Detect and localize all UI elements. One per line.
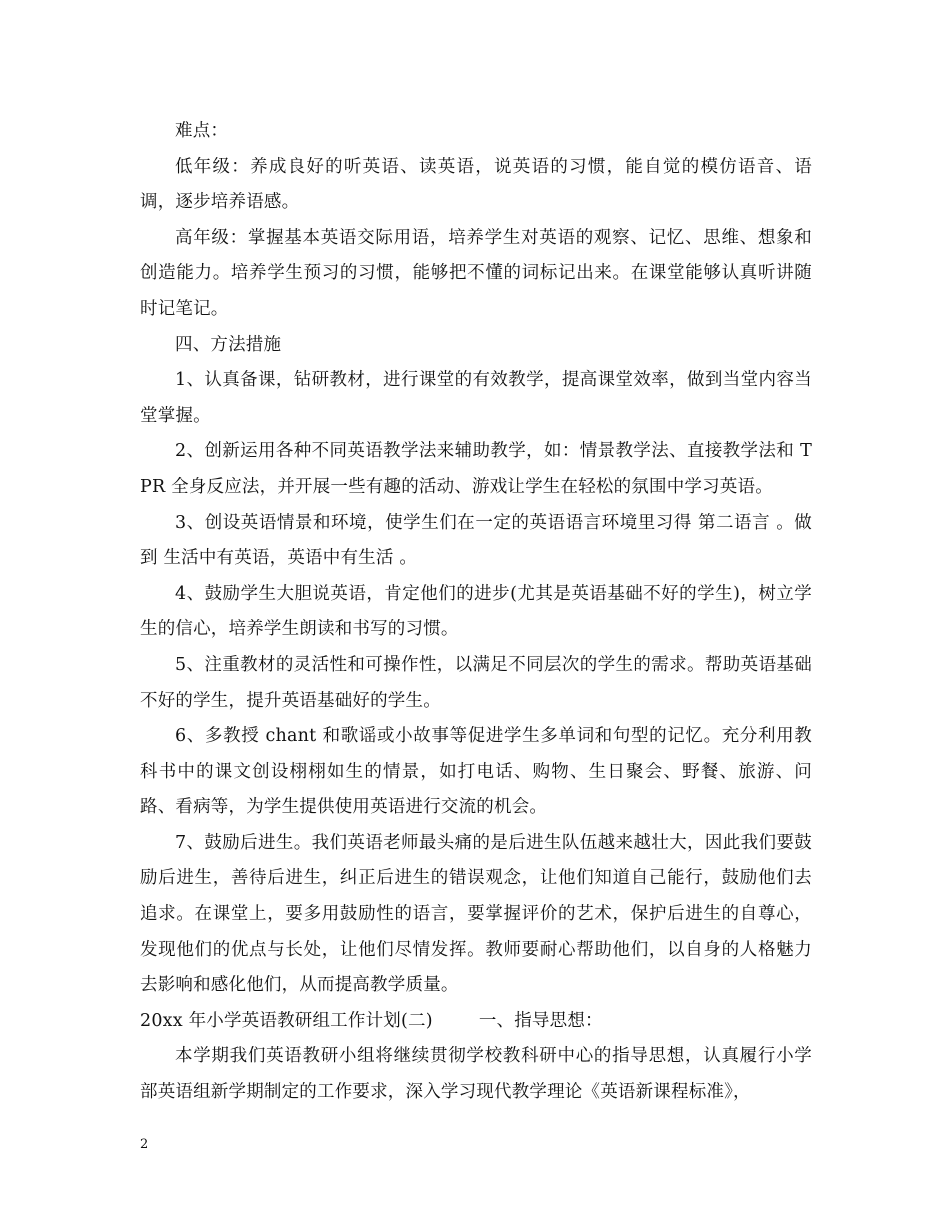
heading-methods: 四、方法措施 (175, 334, 282, 355)
paragraph-lower-grade: 低年级：养成良好的听英语、读英语，说英语的习惯，能自觉的模仿语音、语调，逐步培养语感。 (140, 156, 812, 213)
page-number: 2 (140, 1137, 149, 1152)
paragraph-method-5: 5、注重教材的灵活性和可操作性，以满足不同层次的学生的需求。帮助英语基础不好的学生，提升英语基础好的学生。 (140, 654, 812, 711)
paragraph-method-7: 7、鼓励后进生。我们英语老师最头痛的是后进生队伍越来越壮大，因此我们要鼓励后进生，善待后进生，纠正后进生的错误观念，让他们知道自己能行，鼓励他们去追求。在课堂上，要多用鼓励性的语言，要掌握评价的艺术，保护后进生的自尊心，发现他们的优点与长处，让他们尽情发挥。教师要耐心帮助他们，以自身的人格魅力去影响和感化他们，从而提高教学质量。 (140, 832, 812, 996)
paragraph-method-3: 3、创设英语情景和环境，使学生们在一定的英语语言环境里习得 第二语言 。做到 生活中有英语，英语中有生活 。 (140, 512, 812, 569)
paragraph-guiding-ideology: 本学期我们英语教研小组将继续贯彻学校教科研中心的指导思想，认真履行小学部英语组新学期制定的工作要求，深入学习现代教学理论《英语新课程标准》， (140, 1046, 812, 1103)
paragraph-method-4: 4、鼓励学生大胆说英语，肯定他们的进步(尤其是英语基础不好的学生)，树立学生的信心，培养学生朗读和书写的习惯。 (140, 583, 812, 640)
paragraph-upper-grade: 高年级：掌握基本英语交际用语，培养学生对英语的观察、记忆、思维、想象和创造能力。培养学生预习的习惯，能够把不懂的词标记出来。在课堂能够认真听讲随时记笔记。 (140, 227, 812, 319)
paragraph-method-6: 6、多教授 chant 和歌谣或小故事等促进学生多单词和句型的记忆。充分利用教科书中的课文创设栩栩如生的情景，如打电话、购物、生日聚会、野餐、旅游、问路、看病等，为学生提供使用英语进行交流的机会。 (140, 726, 812, 818)
paragraph-method-2: 2、创新运用各种不同英语教学法来辅助教学，如：情景教学法、直接教学法和 TPR 全身反应法，并开展一些有趣的活动、游戏让学生在轻松的氛围中学习英语。 (140, 441, 812, 497)
heading-difficulties: 难点： (175, 121, 229, 141)
document-body (140, 114, 812, 1111)
section-title-plan-two: 20xx 年小学英语教研组工作计划(二) 一、指导思想： (140, 1010, 603, 1031)
paragraph-method-1: 1、认真备课，钻研教材，进行课堂的有效教学，提高课堂效率，做到当堂内容当堂掌握。 (140, 370, 812, 426)
